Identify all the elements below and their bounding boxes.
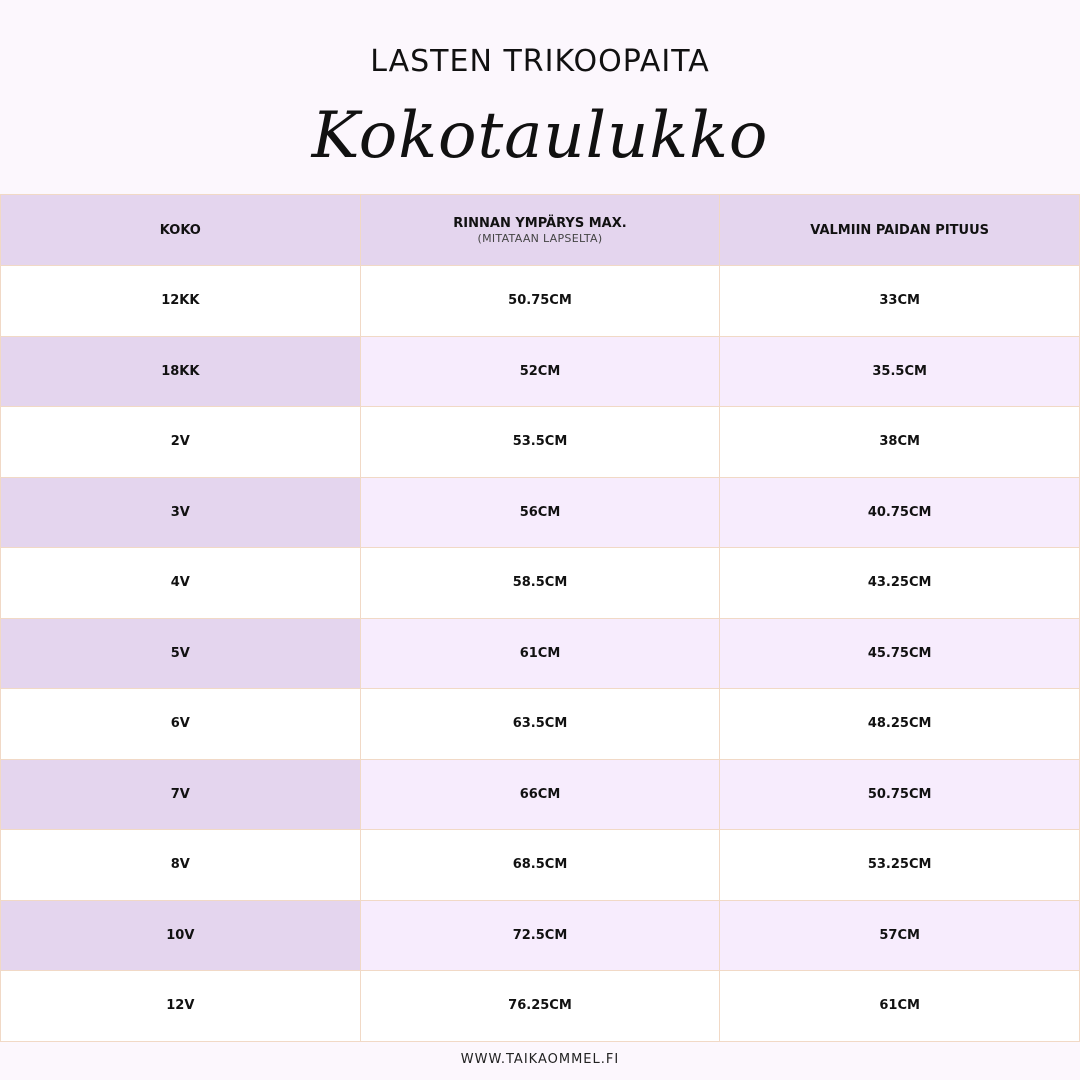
page-header	[0, 0, 1080, 194]
chest-cell: 66CM	[360, 759, 720, 830]
length-cell: 61CM	[720, 971, 1080, 1042]
length-cell: 45.75CM	[720, 618, 1080, 689]
length-cell: 50.75CM	[720, 759, 1080, 830]
chest-cell: 68.5CM	[360, 830, 720, 901]
table-row	[1, 266, 1080, 337]
length-cell: 57CM	[720, 900, 1080, 971]
column-header-length	[720, 195, 1080, 266]
size-cell: 12V	[1, 971, 361, 1042]
table-header-row	[1, 195, 1080, 266]
table-row	[1, 689, 1080, 760]
chest-cell: 61CM	[360, 618, 720, 689]
table-row	[1, 548, 1080, 619]
length-cell: 38CM	[720, 407, 1080, 478]
chest-cell: 52CM	[360, 336, 720, 407]
column-header-label: KOKO	[159, 222, 201, 238]
size-chart-table	[0, 194, 1080, 1042]
table-row	[1, 971, 1080, 1042]
chest-cell: 63.5CM	[360, 689, 720, 760]
length-cell: 48.25CM	[720, 689, 1080, 760]
length-cell: 43.25CM	[720, 548, 1080, 619]
chest-cell: 56CM	[360, 477, 720, 548]
column-header-size	[1, 195, 361, 266]
length-cell: 40.75CM	[720, 477, 1080, 548]
chest-cell: 72.5CM	[360, 900, 720, 971]
table-row	[1, 336, 1080, 407]
chest-cell: 50.75CM	[360, 266, 720, 337]
table-row	[1, 618, 1080, 689]
size-cell: 8V	[1, 830, 361, 901]
table-row	[1, 407, 1080, 478]
page-subtitle: LASTEN TRIKOOPAITA	[370, 44, 710, 79]
table-row	[1, 477, 1080, 548]
page-title: Kokotaulukko	[311, 99, 769, 173]
size-cell: 12KK	[1, 266, 361, 337]
table-row	[1, 759, 1080, 830]
length-cell: 35.5CM	[720, 336, 1080, 407]
table-row	[1, 830, 1080, 901]
chest-cell: 53.5CM	[360, 407, 720, 478]
column-header-label: VALMIIN PAIDAN PITUUS	[810, 222, 990, 238]
chest-cell: 76.25CM	[360, 971, 720, 1042]
table-row	[1, 900, 1080, 971]
column-header-label: RINNAN YMPÄRYS MAX.	[453, 215, 627, 231]
size-cell: 2V	[1, 407, 361, 478]
size-cell: 4V	[1, 548, 361, 619]
footer-url: WWW.TAIKAOMMEL.FI	[460, 1052, 620, 1067]
column-header-note: (MITATAAN LAPSELTA)	[477, 231, 603, 245]
size-cell: 7V	[1, 759, 361, 830]
chest-cell: 58.5CM	[360, 548, 720, 619]
size-cell: 3V	[1, 477, 361, 548]
length-cell: 33CM	[720, 266, 1080, 337]
size-cell: 6V	[1, 689, 361, 760]
column-header-chest	[360, 195, 720, 266]
size-cell: 5V	[1, 618, 361, 689]
size-cell: 10V	[1, 900, 361, 971]
length-cell: 53.25CM	[720, 830, 1080, 901]
size-cell: 18KK	[1, 336, 361, 407]
